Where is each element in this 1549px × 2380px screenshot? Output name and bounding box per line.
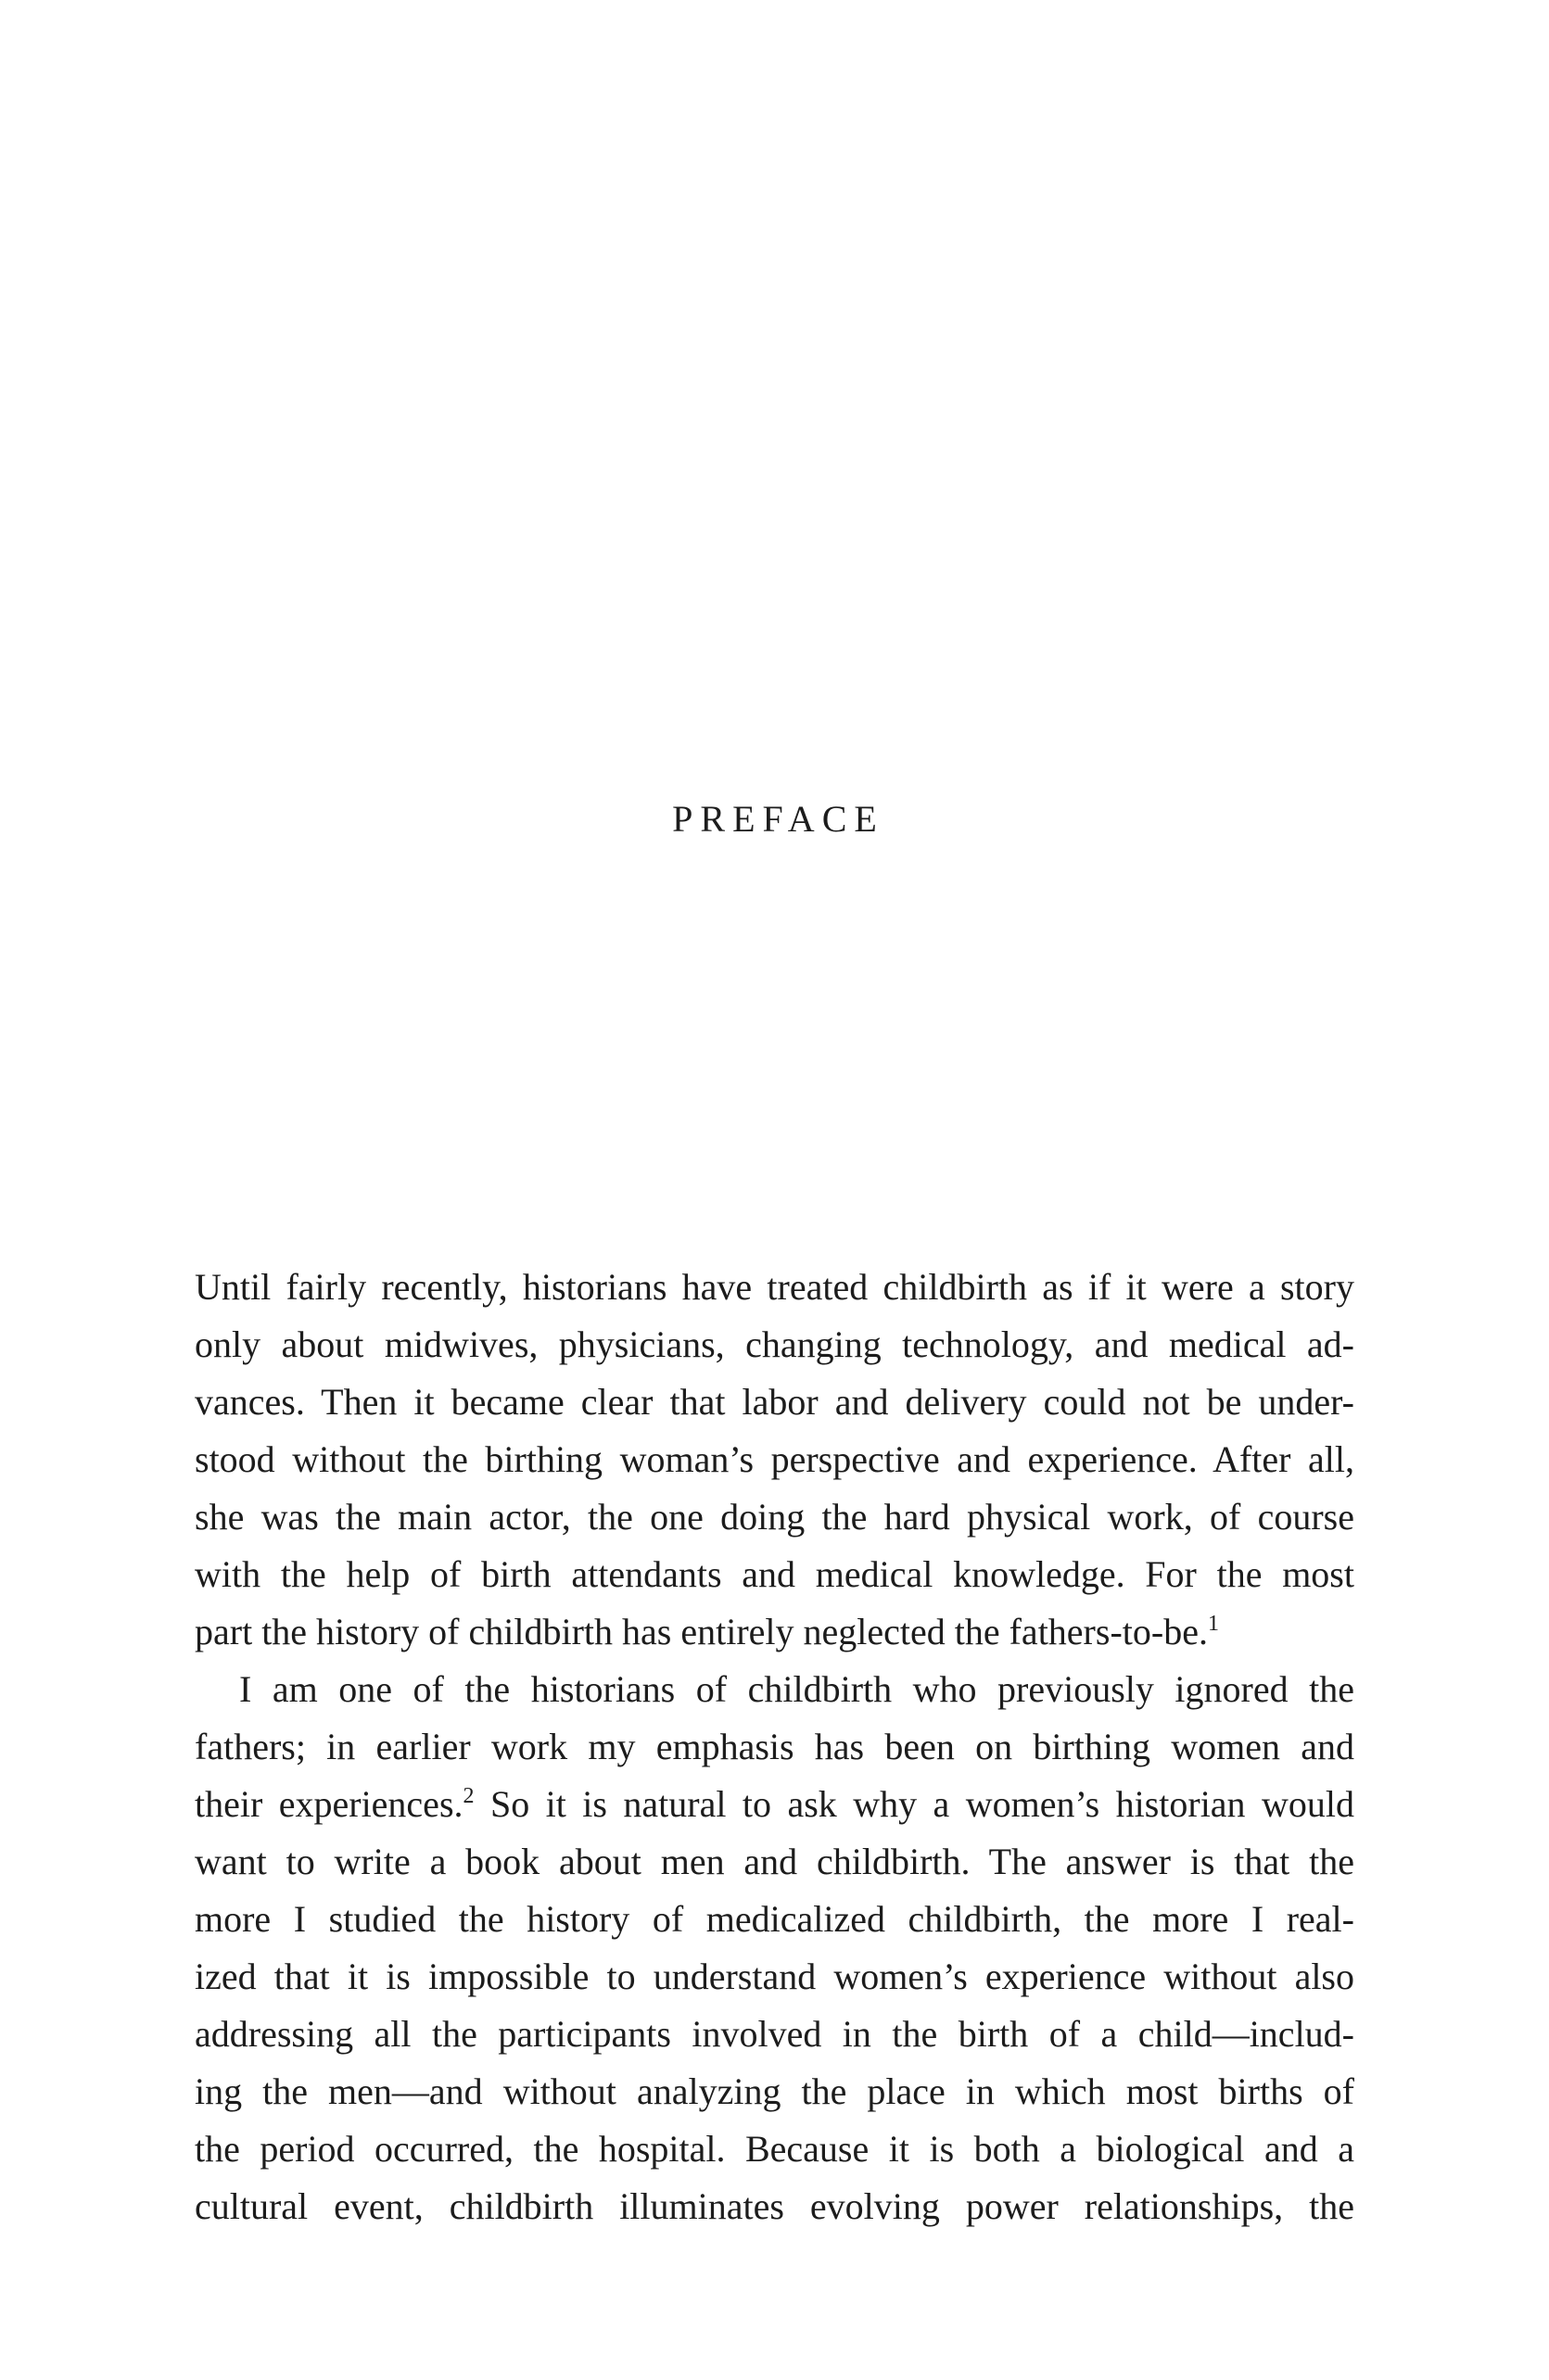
- text-line: she was the main actor, the one doing the hard physical work, of course: [195, 1496, 1354, 1538]
- text-line: vances. Then it became clear that labor and delivery could not be under-: [195, 1381, 1354, 1423]
- text-line: with the help of birth attendants and medical knowledge. For the most: [195, 1553, 1354, 1595]
- body-text: [195, 1259, 1354, 2235]
- text-line: Until fairly recently, historians have treated childbirth as if it were a story: [195, 1266, 1354, 1308]
- footnote-ref-1[interactable]: 1: [1207, 1612, 1219, 1636]
- text-segment: their experiences.: [195, 1783, 463, 1825]
- text-line: addressing all the participants involved in the birth of a child—includ-: [195, 2013, 1354, 2055]
- text-line: ing the men—and without analyzing the place in which most births of: [195, 2070, 1354, 2112]
- text-line: the period occurred, the hospital. Because it is both a biological and a: [195, 2128, 1354, 2170]
- text-line: fathers; in earlier work my emphasis has been on birthing women and: [195, 1726, 1354, 1767]
- text-line: ized that it is impossible to understand women’s experience without also: [195, 1956, 1354, 1997]
- footnote-ref-2[interactable]: 2: [463, 1784, 475, 1808]
- text-line: [195, 1776, 1354, 1833]
- text-line: want to write a book about men and childbirth. The answer is that the: [195, 1841, 1354, 1882]
- text-line: I am one of the historians of childbirth who previously ignored the: [239, 1668, 1354, 1710]
- paragraph-1: [195, 1259, 1354, 1661]
- text-segment: So it is natural to ask why a women’s historian would: [474, 1783, 1354, 1825]
- text-line: [195, 1603, 1354, 1661]
- chapter-title: PREFACE: [672, 798, 884, 840]
- paragraph-2: [195, 1661, 1354, 2235]
- text-line: stood without the birthing woman’s perspective and experience. After all,: [195, 1438, 1354, 1480]
- text-line: only about midwives, physicians, changing technology, and medical ad-: [195, 1323, 1354, 1365]
- text-line: cultural event, childbirth illuminates evolving power relationships, the: [195, 2185, 1354, 2227]
- text-segment: part the history of childbirth has entirely neglected the fathers-to-be.: [195, 1611, 1208, 1652]
- text-line: more I studied the history of medicalized childbirth, the more I real-: [195, 1898, 1354, 1940]
